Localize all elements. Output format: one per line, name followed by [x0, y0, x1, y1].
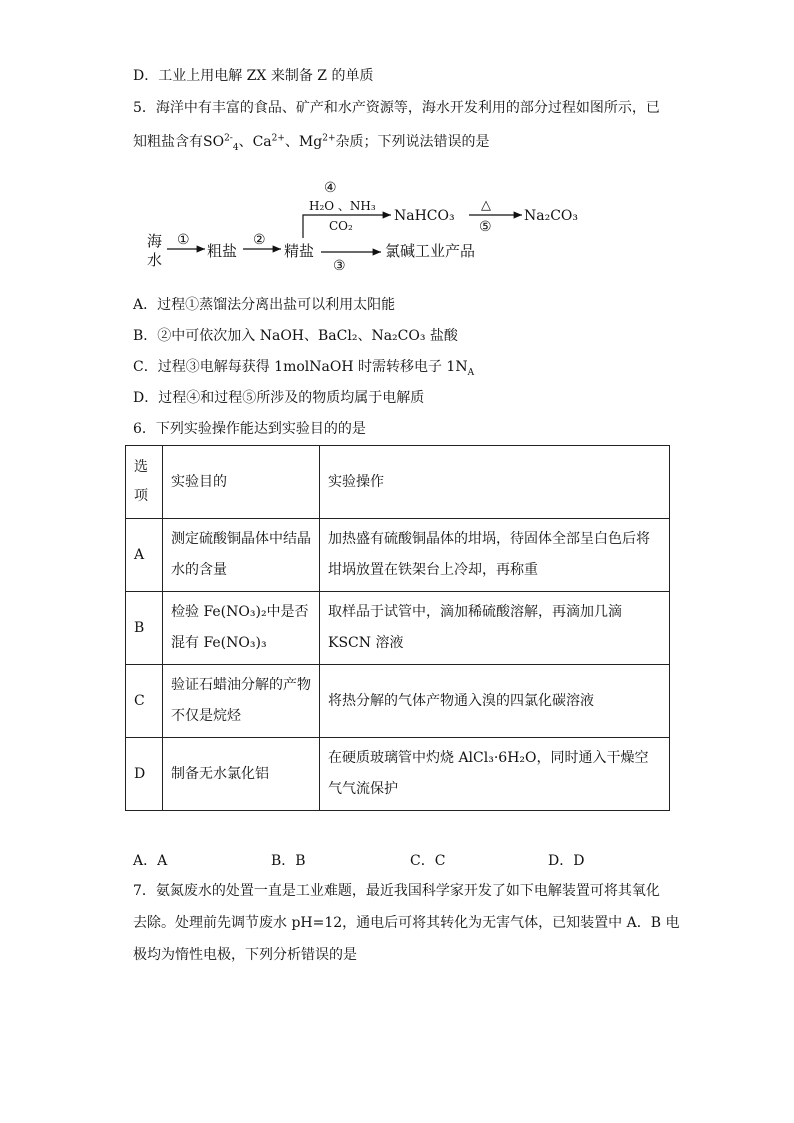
chloralkali-products-label: 氯碱工业产品	[385, 242, 476, 260]
seawater-process-diagram	[133, 176, 603, 276]
q5-option-c: C．过程③电解每获得 1molNaOH 时需转移电子 $1N_A$	[133, 359, 475, 378]
row-key: D	[126, 738, 163, 811]
choice-c: C．C	[410, 853, 446, 869]
reagents-label: H₂O 、NH₃	[309, 199, 376, 213]
q5-option-d: D．过程④和过程⑤所涉及的物质均属于电解质	[133, 390, 425, 406]
q5-stem-line1: 5．海洋中有丰富的食品、矿产和水产资源等，海水开发利用的部分过程如图所示，已	[133, 100, 660, 116]
row-purpose: 检验 Fe(NO₃)₂中是否混有 Fe(NO₃)₃	[163, 592, 320, 665]
choice-a: A．A	[133, 853, 168, 869]
step4-label: ④	[324, 180, 337, 196]
header-purpose: 实验目的	[163, 446, 320, 519]
co2-label: CO₂	[329, 219, 353, 233]
q7-line2: 去除。处理前先调节废水 pH=12，通电后可将其转化为无害气体，已知装置中 A．B 电	[133, 915, 680, 931]
step3-label: ③	[333, 258, 346, 274]
row-operation: 在硬质玻璃管中灼烧 AlCl₃·6H₂O，同时通入干燥空气气流保护	[320, 738, 670, 811]
step5-label: ⑤	[479, 219, 492, 235]
table-row	[126, 665, 670, 738]
step1-label: ①	[177, 232, 190, 248]
row-operation: 取样品于试管中，滴加稀硫酸溶解，再滴加几滴 KSCN 溶液	[320, 592, 670, 665]
row-purpose: 验证石蜡油分解的产物不仅是烷烃	[163, 665, 320, 738]
row-operation: 加热盛有硫酸铜晶体的坩埚，待固体全部呈白色后将坩埚放置在铁架台上冷却，再称重	[320, 519, 670, 592]
q7-line3: 极均为惰性电极，下列分析错误的是	[133, 947, 357, 963]
q5-stem-line2: 知粗盐含有$SO^{2-}_4$、$Ca^{2+}$、$Mg^{2+}$杂质；下列说法错误的是	[133, 133, 490, 153]
choice-d: D．D	[548, 853, 585, 869]
q7-line1: 7．氨氮废水的处置一直是工业难题，最近我国科学家开发了如下电解装置可将其氧化	[133, 883, 660, 899]
header-operation: 实验操作	[320, 446, 670, 519]
table-header-row	[126, 446, 670, 519]
row-key: C	[126, 665, 163, 738]
table-row	[126, 519, 670, 592]
table-row	[126, 592, 670, 665]
row-operation: 将热分解的气体产物通入溴的四氯化碳溶液	[320, 665, 670, 738]
heat-label: △	[481, 198, 491, 213]
header-option: 选项	[126, 446, 163, 519]
step2-label: ②	[253, 232, 266, 248]
na2co3-label: Na₂CO₃	[524, 208, 579, 224]
experiment-table	[125, 445, 670, 811]
row-purpose: 制备无水氯化铝	[163, 738, 320, 811]
refined-salt-label: 精盐	[284, 242, 315, 260]
crude-salt-label: 粗盐	[207, 242, 238, 260]
q6-choices	[133, 850, 673, 870]
seawater-label-bottom: 水	[147, 251, 163, 269]
q6-stem: 6．下列实验操作能达到实验目的的是	[133, 421, 366, 437]
table-row	[126, 738, 670, 811]
row-key: B	[126, 592, 163, 665]
q5-option-b: B．②中可依次加入 NaOH、BaCl₂、Na₂CO₃ 盐酸	[133, 328, 458, 344]
q4-option-d: D．工业上用电解 ZX 来制备 Z 的单质	[133, 68, 374, 84]
seawater-label-top: 海	[147, 232, 163, 250]
row-key: A	[126, 519, 163, 592]
choice-b: B．B	[271, 853, 306, 869]
q5-option-a: A．过程①蒸馏法分离出盐可以利用太阳能	[133, 297, 396, 313]
nahco3-label: NaHCO₃	[394, 208, 455, 224]
row-purpose: 测定硫酸铜晶体中结晶水的含量	[163, 519, 320, 592]
